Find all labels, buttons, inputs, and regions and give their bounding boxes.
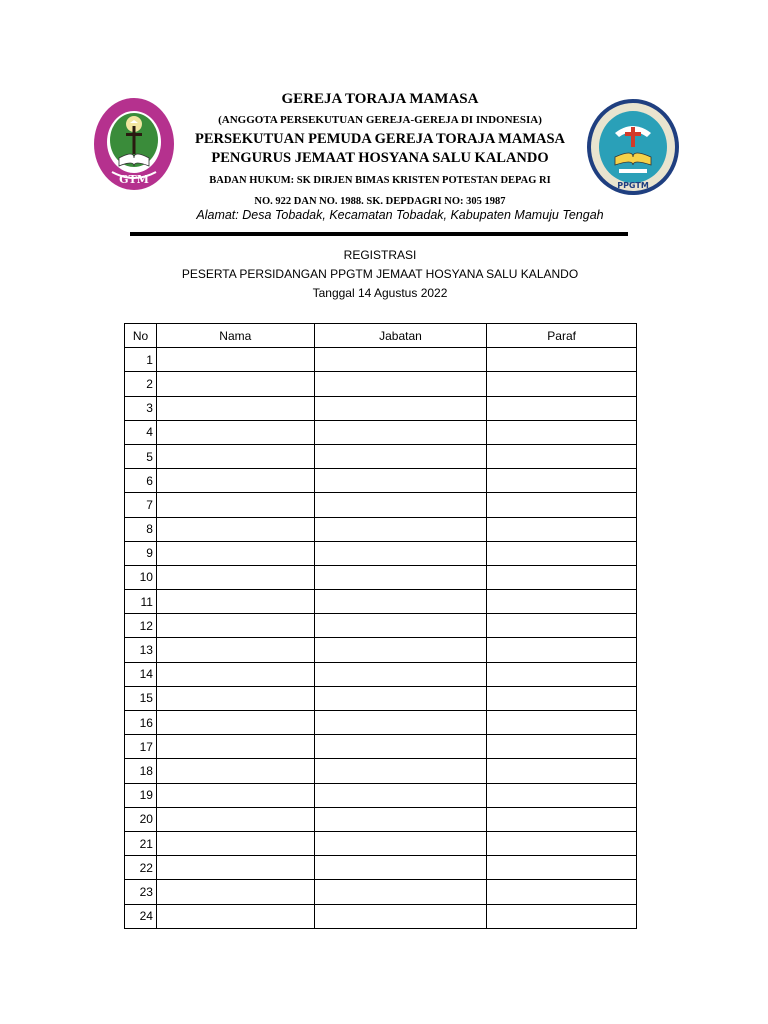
nama-cell[interactable] xyxy=(156,372,314,396)
registration-date: Tanggal 14 Agustus 2022 xyxy=(312,286,448,300)
header-divider xyxy=(130,232,628,236)
table-row xyxy=(125,711,637,735)
nama-cell[interactable] xyxy=(156,565,314,589)
row-number: 14 xyxy=(125,662,157,686)
paraf-cell[interactable] xyxy=(487,711,637,735)
jabatan-cell[interactable] xyxy=(314,686,487,710)
paraf-cell[interactable] xyxy=(487,759,637,783)
nama-cell[interactable] xyxy=(156,904,314,928)
nama-cell[interactable] xyxy=(156,396,314,420)
row-number: 24 xyxy=(125,904,157,928)
nama-cell[interactable] xyxy=(156,348,314,372)
row-number: 23 xyxy=(125,880,157,904)
table-row xyxy=(125,396,637,420)
jabatan-cell[interactable] xyxy=(314,759,487,783)
paraf-cell[interactable] xyxy=(487,420,637,444)
nama-cell[interactable] xyxy=(156,541,314,565)
row-number: 12 xyxy=(125,614,157,638)
nama-cell[interactable] xyxy=(156,444,314,468)
jabatan-cell[interactable] xyxy=(314,517,487,541)
table-row xyxy=(125,420,637,444)
column-header-jabatan: Jabatan xyxy=(314,324,487,348)
nama-cell[interactable] xyxy=(156,517,314,541)
table-row xyxy=(125,856,637,880)
row-number: 15 xyxy=(125,686,157,710)
table-row xyxy=(125,638,637,662)
jabatan-cell[interactable] xyxy=(314,348,487,372)
paraf-cell[interactable] xyxy=(487,783,637,807)
table-row xyxy=(125,662,637,686)
nama-cell[interactable] xyxy=(156,590,314,614)
column-header-paraf: Paraf xyxy=(487,324,637,348)
row-number: 17 xyxy=(125,735,157,759)
table-body xyxy=(125,348,637,929)
jabatan-cell[interactable] xyxy=(314,614,487,638)
paraf-cell[interactable] xyxy=(487,904,637,928)
nama-cell[interactable] xyxy=(156,469,314,493)
nama-cell[interactable] xyxy=(156,807,314,831)
nama-cell[interactable] xyxy=(156,783,314,807)
table-row xyxy=(125,444,637,468)
table-row xyxy=(125,469,637,493)
paraf-cell[interactable] xyxy=(487,493,637,517)
jabatan-cell[interactable] xyxy=(314,420,487,444)
table-row xyxy=(125,831,637,855)
paraf-cell[interactable] xyxy=(487,541,637,565)
row-number: 13 xyxy=(125,638,157,662)
table-row xyxy=(125,880,637,904)
jabatan-cell[interactable] xyxy=(314,565,487,589)
jabatan-cell[interactable] xyxy=(314,831,487,855)
paraf-cell[interactable] xyxy=(487,856,637,880)
jabatan-cell[interactable] xyxy=(314,856,487,880)
nama-cell[interactable] xyxy=(156,831,314,855)
nama-cell[interactable] xyxy=(156,638,314,662)
table-row xyxy=(125,686,637,710)
paraf-cell[interactable] xyxy=(487,662,637,686)
row-number: 10 xyxy=(125,565,157,589)
row-number: 7 xyxy=(125,493,157,517)
row-number: 6 xyxy=(125,469,157,493)
paraf-cell[interactable] xyxy=(487,590,637,614)
church-name: GEREJA TORAJA MAMASA xyxy=(281,91,479,107)
paraf-cell[interactable] xyxy=(487,638,637,662)
paraf-cell[interactable] xyxy=(487,565,637,589)
jabatan-cell[interactable] xyxy=(314,469,487,493)
row-number: 16 xyxy=(125,711,157,735)
registration-title: REGISTRASI xyxy=(343,248,417,262)
column-header-no: No xyxy=(125,324,157,348)
table-row xyxy=(125,783,637,807)
table-row xyxy=(125,807,637,831)
row-number: 9 xyxy=(125,541,157,565)
table-row xyxy=(125,735,637,759)
paraf-cell[interactable] xyxy=(487,880,637,904)
jabatan-cell[interactable] xyxy=(314,783,487,807)
paraf-cell[interactable] xyxy=(487,469,637,493)
jabatan-cell[interactable] xyxy=(314,590,487,614)
jabatan-cell[interactable] xyxy=(314,662,487,686)
row-number: 2 xyxy=(125,372,157,396)
table-header-row xyxy=(125,324,637,348)
row-number: 21 xyxy=(125,831,157,855)
paraf-cell[interactable] xyxy=(487,735,637,759)
jabatan-cell[interactable] xyxy=(314,880,487,904)
address: Alamat: Desa Tobadak, Kecamatan Tobadak, Kabupaten Mamuju Tengah xyxy=(196,208,604,222)
gtm-logo-initials: GTM xyxy=(119,173,149,186)
jabatan-cell[interactable] xyxy=(314,396,487,420)
table-row xyxy=(125,372,637,396)
table-row xyxy=(125,904,637,928)
row-number: 5 xyxy=(125,444,157,468)
registration-subtitle: PESERTA PERSIDANGAN PPGTM JEMAAT HOSYANA SALU KALANDO xyxy=(181,267,579,281)
nama-cell[interactable] xyxy=(156,711,314,735)
jabatan-cell[interactable] xyxy=(314,711,487,735)
row-number: 22 xyxy=(125,856,157,880)
row-number: 8 xyxy=(125,517,157,541)
paraf-cell[interactable] xyxy=(487,396,637,420)
paraf-cell[interactable] xyxy=(487,686,637,710)
row-number: 20 xyxy=(125,807,157,831)
table-row xyxy=(125,565,637,589)
nama-cell[interactable] xyxy=(156,420,314,444)
table-row xyxy=(125,590,637,614)
church-affiliation: (ANGGOTA PERSEKUTUAN GEREJA-GEREJA DI INDONESIA) xyxy=(218,114,542,126)
table-row xyxy=(125,614,637,638)
congregation-name: PENGURUS JEMAAT HOSYANA SALU KALANDO xyxy=(211,150,549,166)
nama-cell[interactable] xyxy=(156,880,314,904)
jabatan-cell[interactable] xyxy=(314,638,487,662)
registration-table xyxy=(124,323,637,929)
row-number: 11 xyxy=(125,590,157,614)
jabatan-cell[interactable] xyxy=(314,541,487,565)
nama-cell[interactable] xyxy=(156,493,314,517)
table-row xyxy=(125,541,637,565)
paraf-cell[interactable] xyxy=(487,831,637,855)
table-row xyxy=(125,517,637,541)
organization-name: PERSEKUTUAN PEMUDA GEREJA TORAJA MAMASA xyxy=(194,131,566,147)
nama-cell[interactable] xyxy=(156,614,314,638)
jabatan-cell[interactable] xyxy=(314,807,487,831)
paraf-cell[interactable] xyxy=(487,348,637,372)
table-row xyxy=(125,759,637,783)
paraf-cell[interactable] xyxy=(487,614,637,638)
jabatan-cell[interactable] xyxy=(314,493,487,517)
row-number: 3 xyxy=(125,396,157,420)
jabatan-cell[interactable] xyxy=(314,444,487,468)
row-number: 18 xyxy=(125,759,157,783)
jabatan-cell[interactable] xyxy=(314,372,487,396)
row-number: 19 xyxy=(125,783,157,807)
registration-heading xyxy=(120,246,640,303)
ppgtm-logo-initials: PPGTM xyxy=(617,181,649,190)
column-header-nama: Nama xyxy=(156,324,314,348)
jabatan-cell[interactable] xyxy=(314,735,487,759)
nama-cell[interactable] xyxy=(156,759,314,783)
nama-cell[interactable] xyxy=(156,735,314,759)
legal-basis: BADAN HUKUM: SK DIRJEN BIMAS KRISTEN POTESTAN DEPAG RI xyxy=(209,175,551,186)
row-number: 4 xyxy=(125,420,157,444)
table-row xyxy=(125,493,637,517)
paraf-cell[interactable] xyxy=(487,807,637,831)
table-row xyxy=(125,348,637,372)
row-number: 1 xyxy=(125,348,157,372)
paraf-cell[interactable] xyxy=(487,444,637,468)
paraf-cell[interactable] xyxy=(487,372,637,396)
nama-cell[interactable] xyxy=(156,686,314,710)
nama-cell[interactable] xyxy=(156,856,314,880)
paraf-cell[interactable] xyxy=(487,517,637,541)
letterhead xyxy=(150,88,610,212)
jabatan-cell[interactable] xyxy=(314,904,487,928)
nama-cell[interactable] xyxy=(156,662,314,686)
legal-numbers: NO. 922 DAN NO. 1988. SK. DEPDAGRI NO: 305 1987 xyxy=(254,196,506,207)
